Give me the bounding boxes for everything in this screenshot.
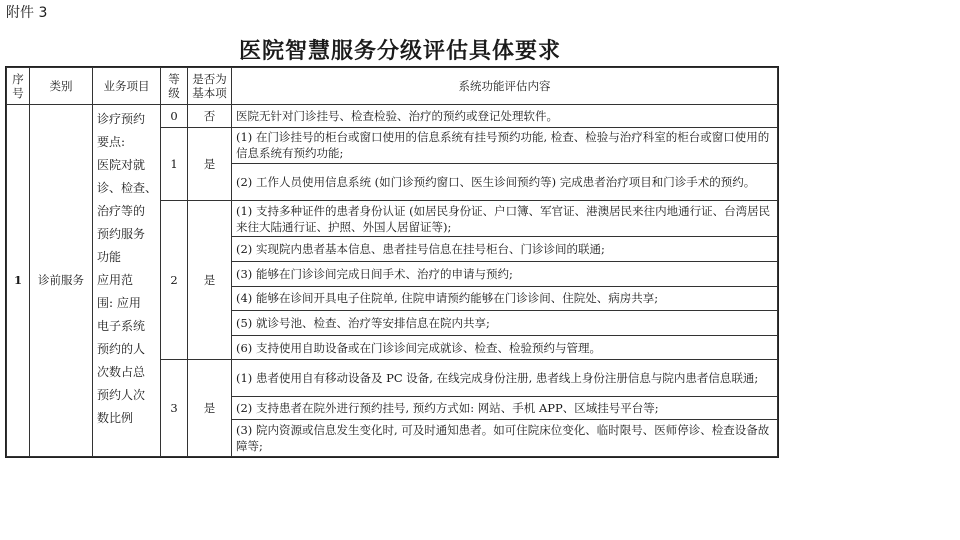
requirement-item: (5) 就诊号池、检查、治疗等安排信息在院内共享; (232, 311, 778, 336)
requirement-item: (1) 患者使用自有移动设备及 PC 设备, 在线完成身份注册, 患者线上身份注册信息与院内患者信息联通; (232, 360, 778, 397)
basic-item-flag: 是 (188, 360, 232, 457)
level-value: 2 (161, 201, 188, 360)
requirement-item: (1) 支持多种证件的患者身份认证 (如居民身份证、户口簿、军官证、港澳居民来往内地通行证、台湾居民来往大陆通行证、护照、外国人居留证等); (232, 201, 778, 237)
header-seq: 序号 (7, 68, 30, 105)
level-value: 3 (161, 360, 188, 457)
header-content: 系统功能评估内容 (232, 68, 778, 105)
requirement-item: 医院无针对门诊挂号、检查检验、治疗的预约或登记处理软件。 (232, 104, 778, 127)
business-line: 围: 应用 (97, 295, 141, 310)
business-line: 诊疗预约 (97, 111, 146, 126)
business-line: 诊、检查、 (97, 180, 158, 195)
requirements-table (5, 66, 779, 458)
business-line: 预约人次 (97, 387, 146, 402)
business-line: 预约服务 (97, 226, 146, 241)
business-line: 数比例 (97, 410, 134, 425)
business-line: 医院对就 (97, 157, 146, 172)
header-business: 业务项目 (93, 68, 161, 105)
business-item-cell (93, 104, 161, 456)
requirement-item: (3) 能够在门诊诊间完成日间手术、治疗的申请与预约; (232, 261, 778, 286)
business-line: 治疗等的 (97, 203, 146, 218)
business-line: 应用范 (97, 272, 134, 287)
header-row (7, 68, 778, 105)
page-title: 医院智慧服务分级评估具体要求 (238, 38, 561, 64)
annex-label: 附件 3 (6, 5, 48, 21)
requirement-item: (2) 工作人员使用信息系统 (如门诊预约窗口、医生诊间预约等) 完成患者治疗项目和门诊手术的预约。 (232, 164, 778, 201)
requirement-item: (4) 能够在诊间开具电子住院单, 住院申请预约能够在门诊诊间、住院处、病房共享; (232, 286, 778, 311)
requirement-item: (6) 支持使用自助设备或在门诊诊间完成就诊、检查、检验预约与管理。 (232, 335, 778, 360)
business-line: 要点: (97, 134, 126, 149)
requirement-item: (2) 实现院内患者基本信息、患者挂号信息在挂号柜台、门诊诊间的联通; (232, 237, 778, 262)
header-basic: 是否为基本项 (188, 68, 232, 105)
basic-item-flag: 是 (188, 201, 232, 360)
business-line: 电子系统 (97, 318, 146, 333)
requirement-item: (1) 在门诊挂号的柜台或窗口使用的信息系统有挂号预约功能, 检查、检验与治疗科室的柜台或窗口使用的信息系统有预约功能; (232, 127, 778, 164)
level-value: 1 (161, 127, 188, 201)
row-seq: 1 (7, 104, 30, 456)
requirement-item: (2) 支持患者在院外进行预约挂号, 预约方式如: 网站、手机 APP、区域挂号平台等; (232, 397, 778, 420)
row-category: 诊前服务 (30, 104, 93, 456)
level-value: 0 (161, 104, 188, 127)
business-line: 预约的人 (97, 341, 146, 356)
basic-item-flag: 是 (188, 127, 232, 201)
header-level: 等级 (161, 68, 188, 105)
header-category: 类别 (30, 68, 93, 105)
basic-item-flag: 否 (188, 104, 232, 127)
requirement-item: (3) 院内资源或信息发生变化时, 可及时通知患者。如可住院床位变化、临时限号、医师停诊、检查设备故障等; (232, 419, 778, 456)
business-line: 次数占总 (97, 364, 146, 379)
business-line: 功能 (97, 249, 122, 264)
